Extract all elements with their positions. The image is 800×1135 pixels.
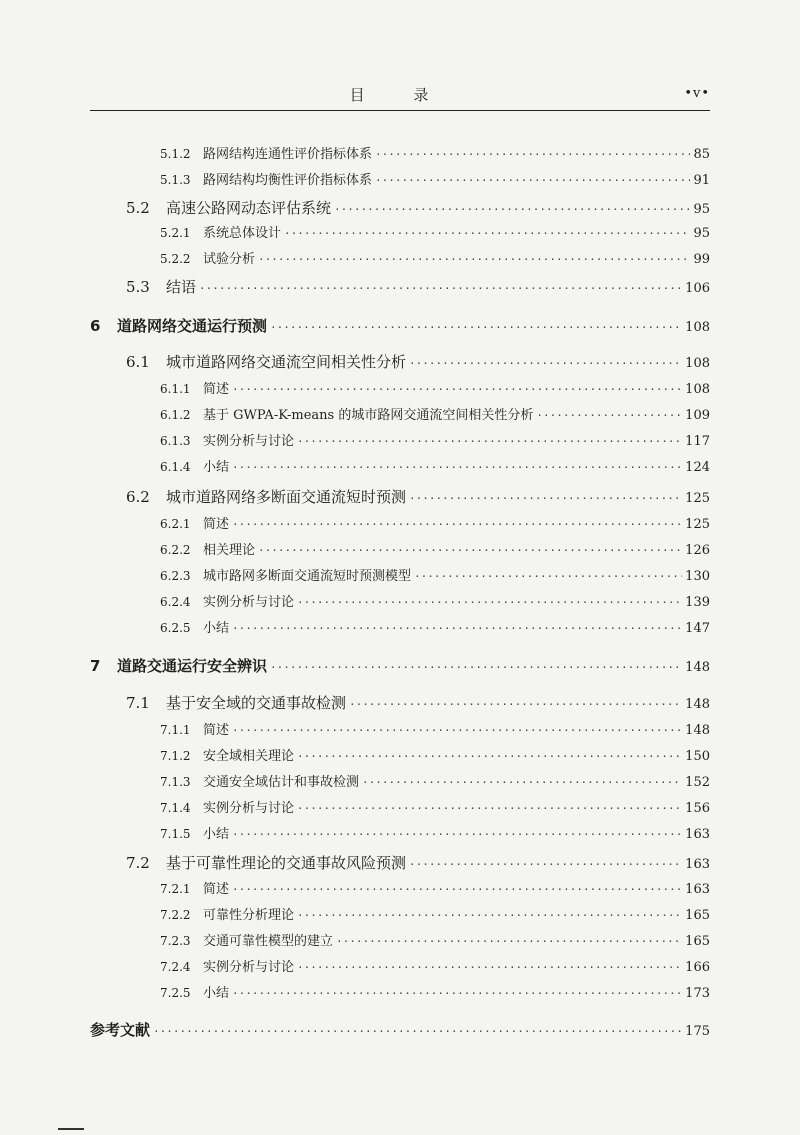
toc-entry-number: 6.2.1 <box>160 517 191 531</box>
dot-leader <box>414 570 682 583</box>
dot-leader <box>232 383 682 396</box>
toc-entry-page: 165 <box>685 934 710 949</box>
toc-entry-title: 小结 <box>203 986 230 1001</box>
toc-entry-title: 基于可靠性理论的交通事故风险预测 <box>166 854 407 872</box>
toc-entry-page: 85 <box>693 147 710 162</box>
toc-entry-page: 117 <box>685 434 710 449</box>
toc-entry-page: 156 <box>685 801 710 816</box>
toc-entry-number: 5.2 <box>126 199 150 217</box>
dot-leader <box>232 461 682 474</box>
toc-entry-page: 126 <box>685 543 710 558</box>
toc-entry-page: 148 <box>685 723 710 738</box>
toc-entry-page: 175 <box>685 1024 710 1039</box>
toc-entry-number: 6.1.2 <box>160 408 191 422</box>
toc-entry[interactable] <box>160 956 710 975</box>
toc-entry-page: 125 <box>685 517 710 532</box>
dot-leader <box>297 750 682 763</box>
dot-leader <box>232 622 682 635</box>
toc-entry-title: 实例分析与讨论 <box>203 434 295 449</box>
toc-entry-title: 路网结构连通性评价指标体系 <box>203 147 373 162</box>
toc-entry-title: 简述 <box>203 517 230 532</box>
toc-entry-page: 163 <box>685 857 710 872</box>
toc-entry-number: 6.2 <box>126 488 150 506</box>
toc-entry[interactable] <box>160 169 710 188</box>
toc-entry-page: 165 <box>685 908 710 923</box>
toc-entry-number: 6.2.2 <box>160 543 191 557</box>
toc-entry[interactable] <box>160 539 710 558</box>
toc-entry[interactable] <box>160 456 710 475</box>
toc-entry-number: 7.1 <box>126 694 150 712</box>
dot-leader <box>297 802 682 815</box>
dot-leader <box>297 435 682 448</box>
toc-entry-page: 150 <box>685 749 710 764</box>
toc-entry-page: 91 <box>693 173 710 188</box>
toc-entry[interactable] <box>126 197 710 218</box>
dot-leader <box>409 858 682 871</box>
toc-entry[interactable] <box>160 404 710 423</box>
toc-entry-page: 148 <box>685 697 710 712</box>
toc-entry-number: 6.2.5 <box>160 621 191 635</box>
toc-entry-page: 106 <box>685 281 710 296</box>
toc-entry-title: 实例分析与讨论 <box>203 960 295 975</box>
toc-entry[interactable] <box>160 745 710 764</box>
toc-entry-title: 实例分析与讨论 <box>203 595 295 610</box>
toc-entry-number: 6.1.4 <box>160 460 191 474</box>
toc-entry-title: 高速公路网动态评估系统 <box>166 199 332 217</box>
dot-leader <box>270 321 682 334</box>
toc-entry[interactable] <box>160 823 710 842</box>
toc-entry[interactable] <box>160 565 710 584</box>
toc-entry-page: 124 <box>685 460 710 475</box>
toc-entry[interactable] <box>160 143 710 162</box>
toc-entry-title: 实例分析与讨论 <box>203 801 295 816</box>
toc-entry[interactable] <box>126 486 710 507</box>
toc-entry-page: 163 <box>685 882 710 897</box>
toc-entry-number: 5.2.1 <box>160 226 191 240</box>
toc-entry-title: 交通可靠性模型的建立 <box>203 934 334 949</box>
toc-entry-number: 7.1.4 <box>160 801 191 815</box>
bottom-edge-mark <box>58 1128 84 1130</box>
dot-leader <box>258 253 690 266</box>
toc-entry-title: 路网结构均衡性评价指标体系 <box>203 173 373 188</box>
toc-entry-title: 简述 <box>203 723 230 738</box>
toc-entry-number: 5.3 <box>126 278 150 296</box>
toc-entry-number: 7.1.2 <box>160 749 191 763</box>
toc-entry-title: 简述 <box>203 382 230 397</box>
toc-entry-title: 基于安全域的交通事故检测 <box>166 694 347 712</box>
toc-entry[interactable] <box>160 378 710 397</box>
toc-entry[interactable] <box>160 719 710 738</box>
toc-entry-number: 7 <box>90 657 101 675</box>
toc-entry[interactable] <box>126 852 710 873</box>
toc-entry-title: 基于 GWPA-K-means 的城市路网交通流空间相关性分析 <box>203 408 534 423</box>
toc-entry[interactable] <box>160 930 710 949</box>
toc-entry[interactable] <box>160 797 710 816</box>
toc-entry[interactable] <box>160 617 710 636</box>
toc-entry-title: 可靠性分析理论 <box>203 908 295 923</box>
toc-entry-title: 道路网络交通运行预测 <box>117 317 268 335</box>
dot-leader <box>297 961 682 974</box>
toc-entry-title: 系统总体设计 <box>203 226 282 241</box>
toc-entry[interactable] <box>126 692 710 713</box>
dot-leader <box>362 776 682 789</box>
dot-leader <box>336 935 682 948</box>
dot-leader <box>375 148 690 161</box>
toc-entry-page: 166 <box>685 960 710 975</box>
dot-leader <box>270 661 682 674</box>
toc-entry[interactable] <box>160 982 710 1001</box>
toc-entry-number: 6.1.3 <box>160 434 191 448</box>
dot-leader <box>375 174 690 187</box>
toc-entry-number: 5.1.3 <box>160 173 191 187</box>
toc-entry[interactable] <box>160 591 710 610</box>
toc-entry-title: 道路交通运行安全辨识 <box>117 657 268 675</box>
toc-entry-title: 简述 <box>203 882 230 897</box>
toc-entry-page: 139 <box>685 595 710 610</box>
dot-leader <box>409 357 682 370</box>
toc-entry-number: 6.1 <box>126 353 150 371</box>
dot-leader <box>349 698 682 711</box>
dot-leader <box>199 282 682 295</box>
toc-entry-title: 安全域相关理论 <box>203 749 295 764</box>
toc-entry-page: 108 <box>685 356 710 371</box>
toc-entry-page: 99 <box>693 252 710 267</box>
toc-entry[interactable] <box>126 276 710 297</box>
toc-entry-title: 小结 <box>203 827 230 842</box>
toc-entry[interactable] <box>160 904 710 923</box>
dot-leader <box>232 724 682 737</box>
toc-entry-page: 130 <box>685 569 710 584</box>
dot-leader <box>536 409 682 422</box>
toc-entry[interactable] <box>160 771 710 790</box>
toc-entry-number: 5.1.2 <box>160 147 191 161</box>
page-number: •v• <box>684 86 710 101</box>
toc-entry-page: 108 <box>685 382 710 397</box>
toc-entry-number: 6.2.4 <box>160 595 191 609</box>
toc-entry[interactable] <box>160 878 710 897</box>
toc-entry-title: 试验分析 <box>203 252 256 267</box>
toc-entry-page: 108 <box>685 320 710 335</box>
dot-leader <box>232 883 682 896</box>
toc-entry-title: 城市路网多断面交通流短时预测模型 <box>203 569 412 584</box>
toc-entry-title: 相关理论 <box>203 543 256 558</box>
dot-leader <box>232 518 682 531</box>
header-title: 目 录 <box>349 86 451 104</box>
toc-entry-title: 城市道路网络交通流空间相关性分析 <box>166 353 407 371</box>
dot-leader <box>232 828 682 841</box>
toc-entry-page: 125 <box>685 491 710 506</box>
toc-entry[interactable] <box>160 248 710 267</box>
toc-entry-number: 7.2.4 <box>160 960 191 974</box>
toc-entry-title: 城市道路网络多断面交通流短时预测 <box>166 488 407 506</box>
toc-entry[interactable] <box>90 1019 710 1040</box>
dot-leader <box>284 227 690 240</box>
toc-entry-title: 交通安全域估计和事故检测 <box>203 775 360 790</box>
toc-entry-number: 7.2.1 <box>160 882 191 896</box>
toc-entry[interactable] <box>160 430 710 449</box>
toc-entry-number: 7.2.5 <box>160 986 191 1000</box>
toc-entry-page: 109 <box>685 408 710 423</box>
dot-leader <box>232 987 682 1000</box>
toc-entry-page: 173 <box>685 986 710 1001</box>
toc-entry-number: 7.2 <box>126 854 150 872</box>
toc-entry-number: 7.1.5 <box>160 827 191 841</box>
dot-leader <box>297 596 682 609</box>
dot-leader <box>258 544 682 557</box>
toc-entry[interactable] <box>90 655 710 676</box>
toc-entry-number: 6 <box>90 317 101 335</box>
toc-entry-title: 参考文献 <box>90 1021 151 1039</box>
toc-entry[interactable] <box>160 513 710 532</box>
toc-entry-title: 小结 <box>203 460 230 475</box>
toc-entry-page: 148 <box>685 660 710 675</box>
toc-entry-number: 6.1.1 <box>160 382 191 396</box>
toc-entry-number: 6.2.3 <box>160 569 191 583</box>
toc-entry-number: 7.2.3 <box>160 934 191 948</box>
toc-entry-page: 163 <box>685 827 710 842</box>
dot-leader <box>409 492 682 505</box>
toc-entry[interactable] <box>90 315 710 336</box>
toc-entry-title: 结语 <box>166 278 197 296</box>
toc-entry-page: 152 <box>685 775 710 790</box>
dot-leader <box>297 909 682 922</box>
dot-leader <box>153 1025 682 1038</box>
toc-entry-page: 147 <box>685 621 710 636</box>
toc-entry-number: 7.2.2 <box>160 908 191 922</box>
toc-entry[interactable] <box>126 351 710 372</box>
toc-entry[interactable] <box>160 222 710 241</box>
toc-entry-number: 7.1.3 <box>160 775 191 789</box>
toc-entry-page: 95 <box>693 202 710 217</box>
toc-entry-title: 小结 <box>203 621 230 636</box>
dot-leader <box>334 203 690 216</box>
toc-entry-number: 7.1.1 <box>160 723 191 737</box>
toc-entry-page: 95 <box>693 226 710 241</box>
toc-entry-number: 5.2.2 <box>160 252 191 266</box>
